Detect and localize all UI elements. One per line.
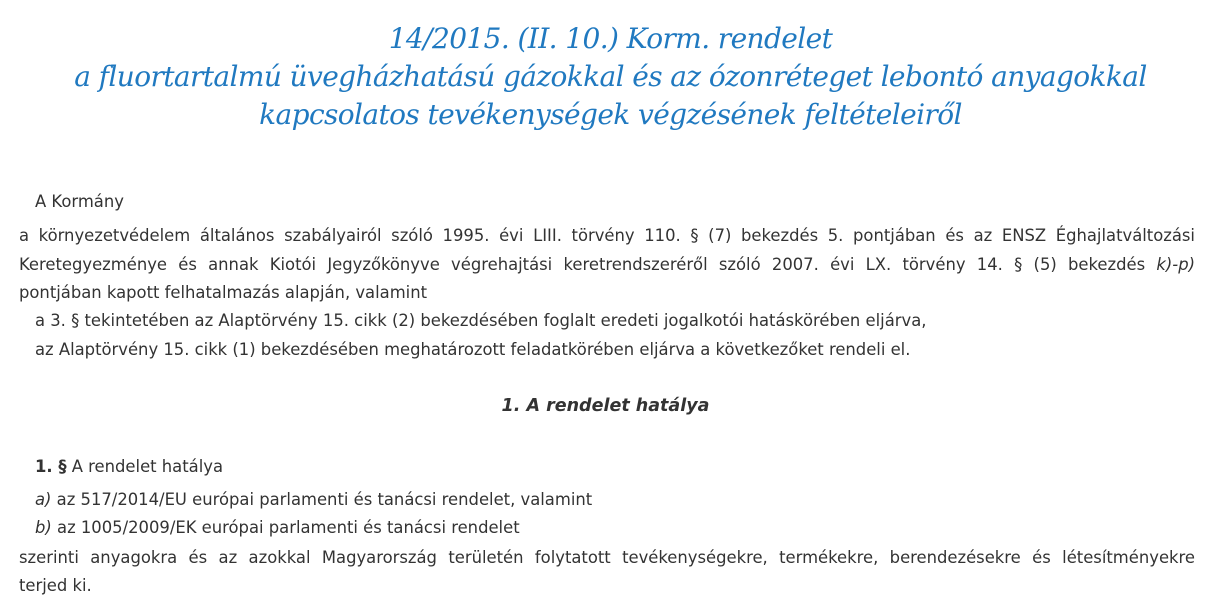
preamble-para1-line2-text: Keretegyezménye és annak Kiotói Jegyzőkönyve végrehajtási keretrendszeréről szóló 2007. évi LX. törvény 14. § (5) bekezdés xyxy=(19,255,1157,274)
list-item-a-label: a) xyxy=(35,490,52,509)
title-line-1: 14/2015. (II. 10.) Korm. rendelet xyxy=(388,22,833,55)
title-line-2: a fluortartalmú üvegházhatású gázokkal és az ózonréteget lebontó anyagokkal xyxy=(74,60,1147,93)
list-item-b-text: az 1005/2009/EK európai parlamenti és tanácsi rendelet xyxy=(51,518,520,537)
list-item-b xyxy=(35,518,520,537)
paragraph-1-heading xyxy=(35,457,223,476)
document-title xyxy=(0,20,1221,134)
section-heading: 1. A rendelet hatálya xyxy=(501,396,710,416)
paragraph-1-closing-line2: terjed ki. xyxy=(19,576,92,595)
preamble-para1-line3: pontjában kapott felhatalmazás alapján, valamint xyxy=(19,283,428,302)
paragraph-number: 1. § xyxy=(35,457,67,476)
title-line-3: kapcsolatos tevékenységek végzésének feltételeiről xyxy=(259,98,962,131)
preamble-para1-line2 xyxy=(19,255,1195,274)
preamble-intro: A Kormány xyxy=(35,192,124,211)
preamble-para1-points: k)-p) xyxy=(1156,255,1195,274)
list-item-a xyxy=(35,490,592,509)
preamble-para2: a 3. § tekintetében az Alaptörvény 15. cikk (2) bekezdésében foglalt eredeti jogalkotói hatáskörében eljárva, xyxy=(35,311,927,330)
paragraph-1-closing-line1: szerinti anyagokra és az azokkal Magyarország területén folytatott tevékenységekre, termékekre, berendezésekre és létesítményekre xyxy=(19,548,1195,567)
paragraph-title: A rendelet hatálya xyxy=(66,457,223,476)
preamble-para3: az Alaptörvény 15. cikk (1) bekezdésében meghatározott feladatkörében eljárva a következőket rendeli el. xyxy=(35,340,911,359)
list-item-b-label: b) xyxy=(35,518,52,537)
preamble-para1-line1: a környezetvédelem általános szabályairól szóló 1995. évi LIII. törvény 110. § (7) bekezdés 5. pontjában és az ENSZ Éghajlatváltozási xyxy=(19,226,1195,245)
list-item-a-text: az 517/2014/EU európai parlamenti és tanácsi rendelet, valamint xyxy=(51,490,593,509)
